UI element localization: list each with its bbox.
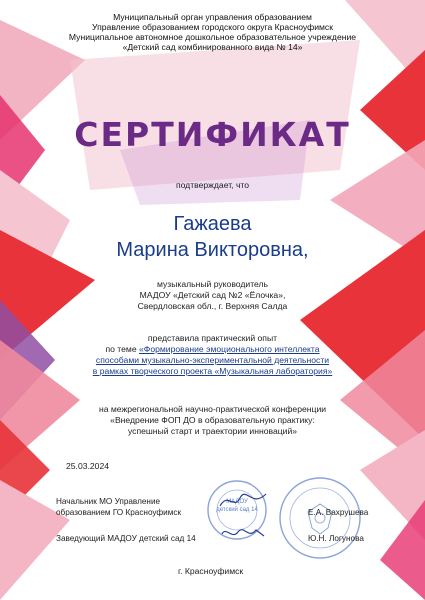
signatory-right-2: Ю.Н. Логунова [308,534,364,543]
signatory-left-3: Заведующий МАДОУ детский сад 14 [56,534,196,543]
signatory-right-1: Е.А. Вахрушева [308,508,369,517]
recipient-name: Марина Викторовна, [116,239,309,261]
position-line-1: музыкальный руководитель [156,279,269,289]
issue-date: 25.03.2024 [66,461,110,471]
stamp-line-2: детский сад 14 [216,507,258,513]
experience-line-3: способами музыкально-экспериментальной деятельности [95,355,330,365]
experience-line-1: представила практический опыт [147,333,278,343]
header-line-1: Муниципальный орган управления образованием [113,12,312,22]
certificate-title: СЕРТИФИКАТ [74,115,351,154]
position-line-3: Свердловская обл., г. Верхняя Салда [137,301,288,311]
experience-topic: «Формирование эмоционального интеллекта [139,344,320,354]
header-line-4: «Детский сад комбинированного вида № 14» [122,42,303,52]
stamp-line-1: МАДОУ [226,499,248,505]
signature-2 [218,522,268,544]
signatory-left-2: образованием ГО Красноуфимск [56,508,182,517]
experience-line-2 [0,344,425,355]
conference-line-1: на межрегиональной научно-практической конференции [98,404,327,414]
header-line-2: Управление образованием городского округа Красноуфимск [92,22,333,32]
signatory-left-1: Начальник МО Управление [56,497,161,506]
header-line-3: Муниципальное автономное дошкольное образовательное учреждение [68,32,357,42]
recipient-surname: Гажаева [173,213,252,235]
confirms-text: подтверждает, что [175,180,250,190]
city: г. Красноуфимск [178,566,244,576]
signature-1 [218,490,268,512]
position-line-2: МАДОУ «Детский сад №2 «Ёлочка», [139,290,286,300]
conference-line-3: успешный старт и траектории инноваций» [127,426,298,436]
stamp-right-emblem [278,476,362,560]
experience-topic-prefix: по теме [105,344,139,354]
experience-line-4: в рамках творческого проекта «Музыкальная лаборатория» [92,366,333,376]
conference-line-2: «Внедрение ФОП ДО в образовательную практику: [110,415,315,425]
